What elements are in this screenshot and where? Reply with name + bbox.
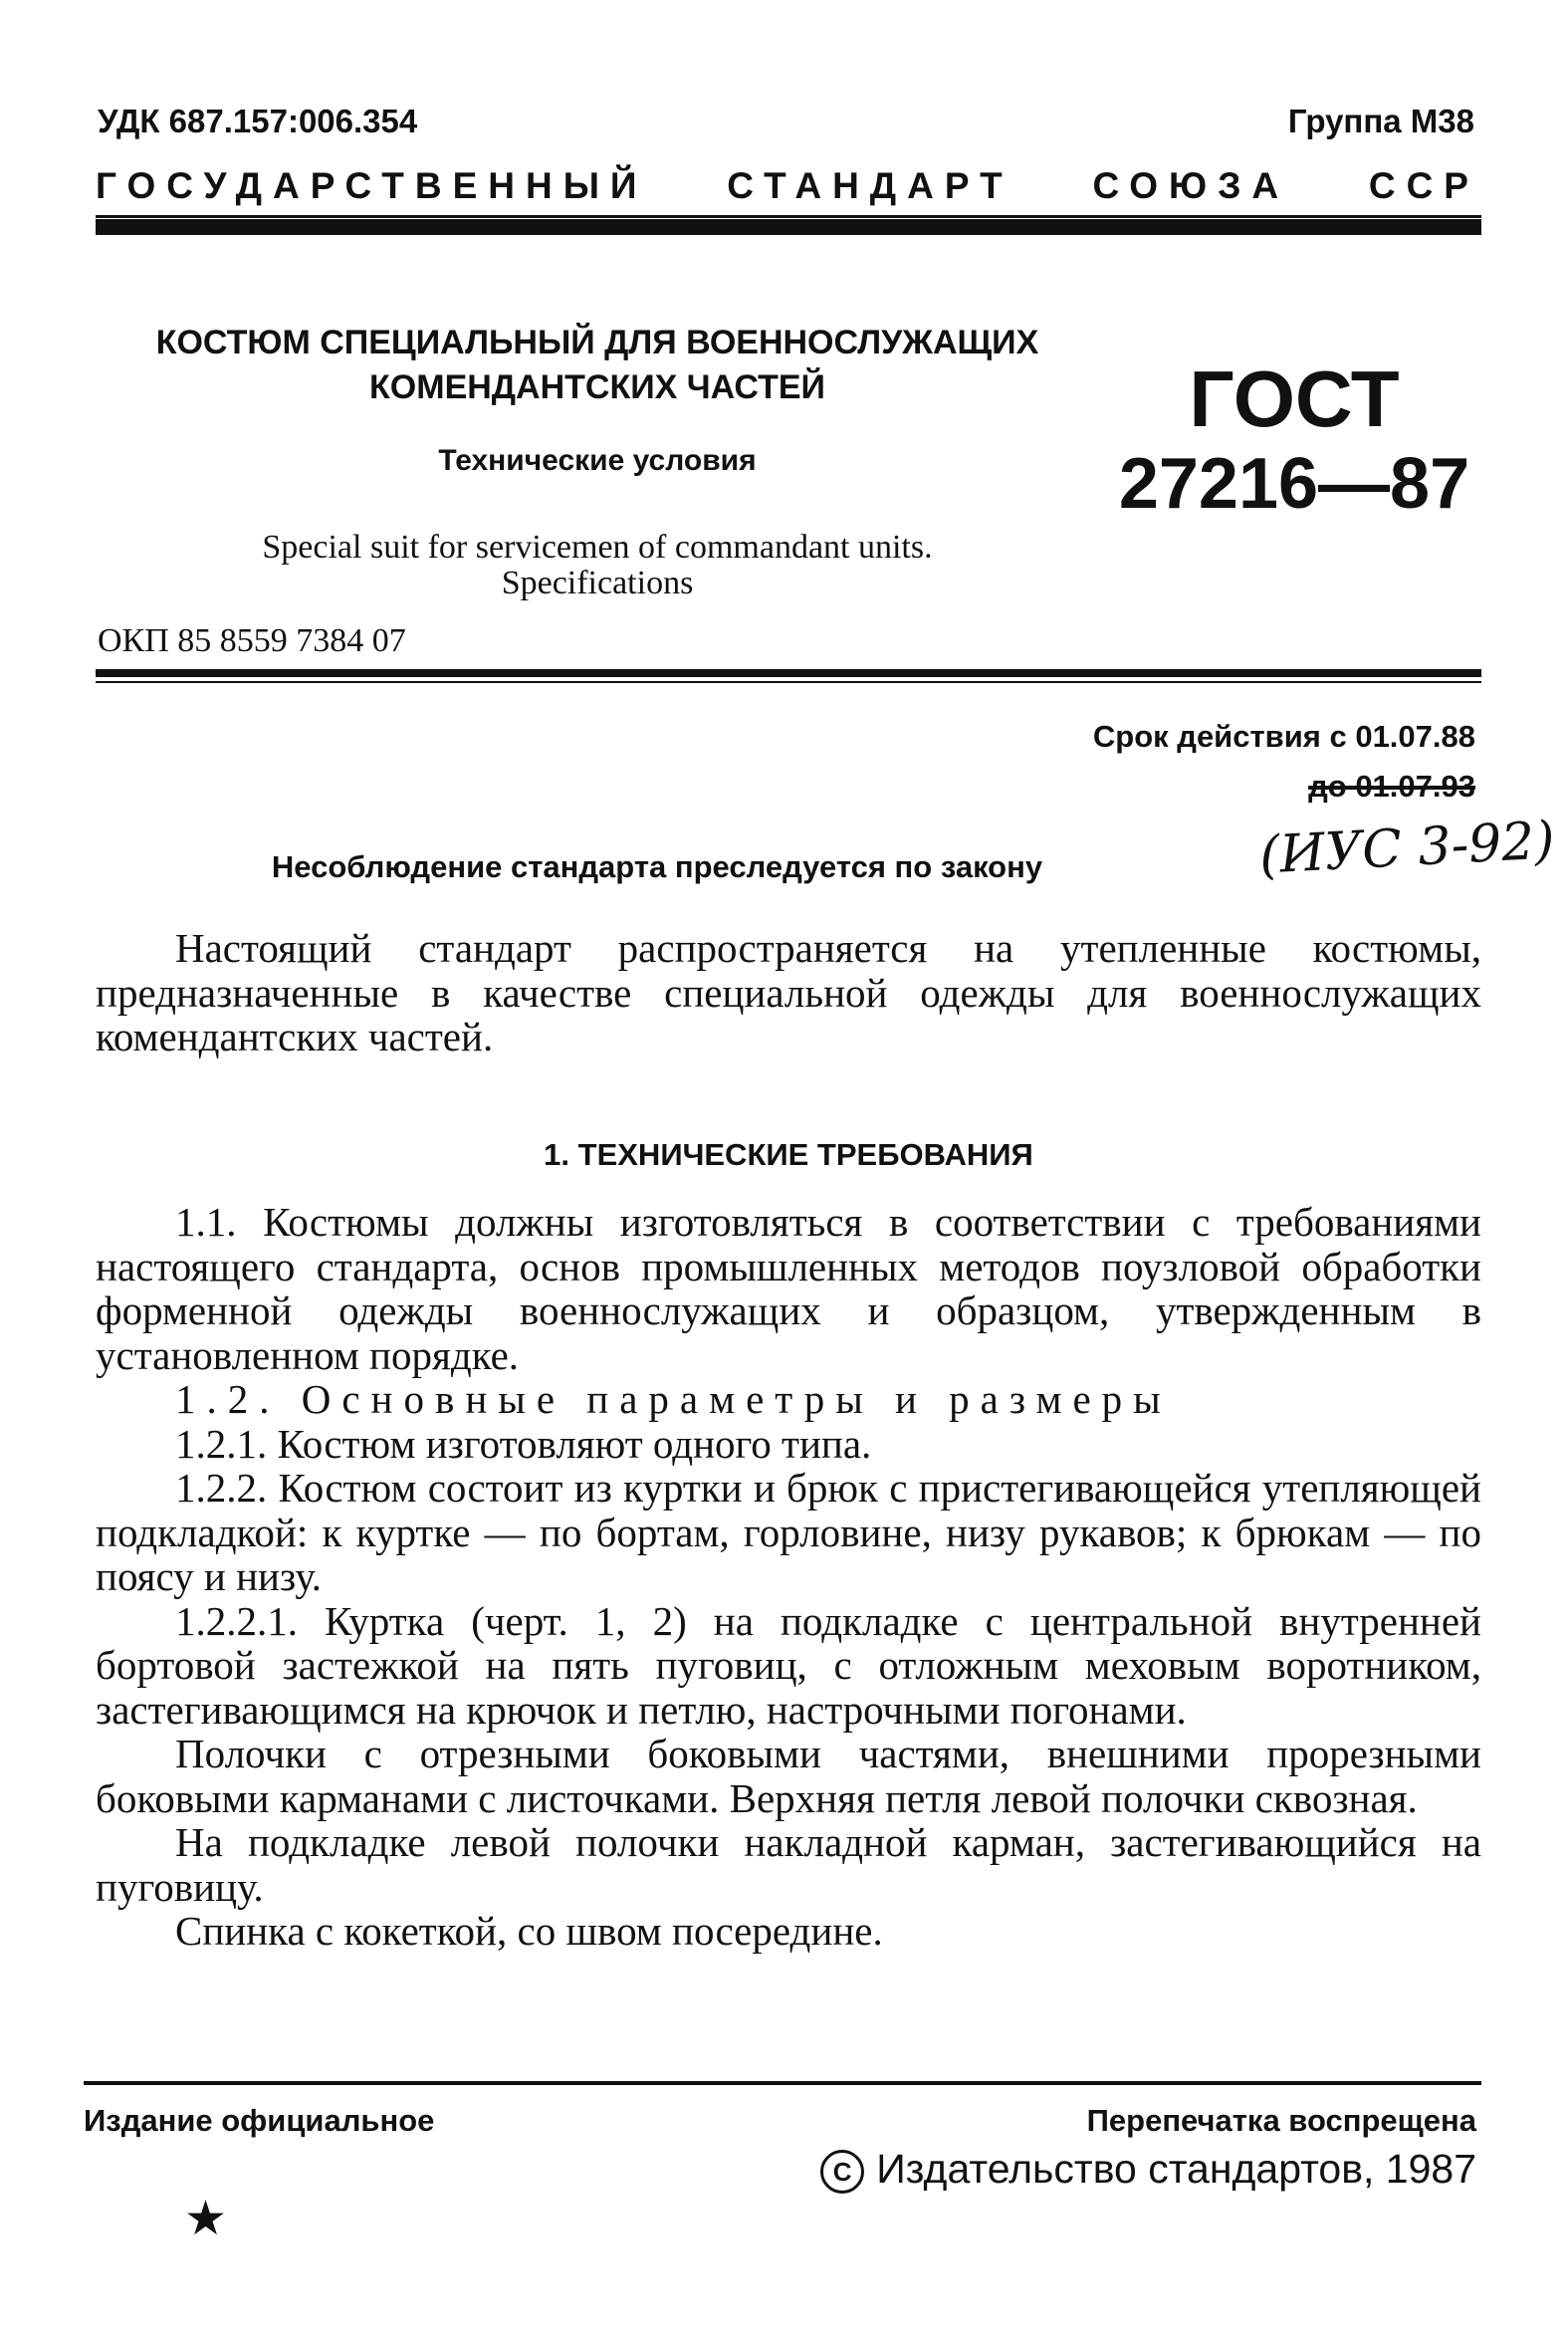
clause-paragraph: На подкладке левой полочки накладной карман, застегивающийся на пуговицу. (96, 1819, 1481, 1910)
banner-word: ГОСУДАРСТВЕННЫЙ (96, 165, 648, 206)
gost-number: 27216—87 (1118, 444, 1470, 524)
top-divider (96, 219, 1481, 235)
clause-spaced-text: 1.2. Основные параметры и размеры (175, 1376, 1172, 1422)
top-divider-thin (96, 215, 1481, 218)
banner-word: СТАНДАРТ (727, 165, 1013, 206)
group-code: Группа М38 (1287, 103, 1474, 139)
udk-code: УДК 687.157:006.354 (98, 103, 418, 139)
copyright-icon: C (820, 2150, 864, 2194)
title-line-2: КОМЕНДАНТСКИХ ЧАСТЕЙ (369, 368, 825, 406)
subtitle: Технические условия (438, 444, 757, 477)
clause-paragraph: 1.2.2. Костюм состоит из куртки и брюк с пристегивающейся утепляющей подкладкой: к куртке — по бортам, горловине, низу рукавов; к брюкам — по поясу и низу. (96, 1465, 1481, 1599)
english-title-line-1: Special suit for servicemen of commandant units. (262, 529, 933, 566)
handwritten-note: (ИУС 3-92) (1257, 811, 1557, 886)
intro-block (96, 926, 1481, 1059)
clause-paragraph: 1.1. Костюмы должны изготовляться в соответствии с требованиями настоящего стандарта, основ промышленных методов поузловой обработки форменной одежды военнослужащих и образцом, утвержденным в установленном порядке. (96, 1199, 1481, 1378)
banner-word: ССР (1368, 165, 1479, 206)
footer-divider (84, 2081, 1481, 2085)
reprint-prohibited-label: Перепечатка воспрещена (1086, 2103, 1476, 2138)
clause-paragraph: 1.2.1. Костюм изготовляют одного типа. (175, 1420, 872, 1467)
validity-period: Срок действия с 01.07.88 (1092, 719, 1475, 754)
state-standard-banner (96, 165, 1479, 207)
gost-label: ГОСТ (1189, 354, 1400, 443)
clause-paragraph (96, 1377, 1481, 1422)
struck-end-date: до 01.07.93 (1308, 769, 1475, 804)
intro-paragraph: Настоящий стандарт распространяется на утепленные костюмы, предназначенные в качестве специальной одежды для военнослужащих комендантских частей. (96, 925, 1481, 1059)
clause-paragraph: 1.2.2.1. Куртка (черт. 1, 2) на подкладке с центральной внутренней бортовой застежкой на пять пуговиц, с отложным меховым воротником, застегивающимся на крючок и петлю, настрочными погонами. (96, 1597, 1481, 1733)
title-divider (96, 669, 1481, 677)
section-heading: 1. ТЕХНИЧЕСКИЕ ТРЕБОВАНИЯ (544, 1137, 1033, 1172)
english-title-line-2: Specifications (501, 565, 694, 601)
law-notice: Несоблюдение стандарта преследуется по закону (271, 849, 1043, 884)
title-divider-thin (96, 681, 1481, 683)
clause-paragraph: Полочки с отрезными боковыми частями, внешними прорезными боковыми карманами с листочками. Верхняя петля левой полочки сквозная. (96, 1731, 1481, 1821)
title-line-1: КОСТЮМ СПЕЦИАЛЬНЫЙ ДЛЯ ВОЕННОСЛУЖАЩИХ (155, 324, 1039, 361)
official-edition-label: Издание официальное (84, 2103, 435, 2138)
star-icon: ★ (184, 2191, 228, 2246)
publisher-line (820, 2146, 1476, 2194)
publisher-text: Издательство стандартов, 1987 (876, 2146, 1476, 2192)
okp-code: ОКП 85 8559 7384 07 (98, 622, 406, 659)
clause-paragraph: Спинка с кокеткой, со швом посередине. (175, 1908, 883, 1954)
clauses-block (96, 1200, 1481, 1954)
banner-word: СОЮЗА (1092, 165, 1290, 206)
